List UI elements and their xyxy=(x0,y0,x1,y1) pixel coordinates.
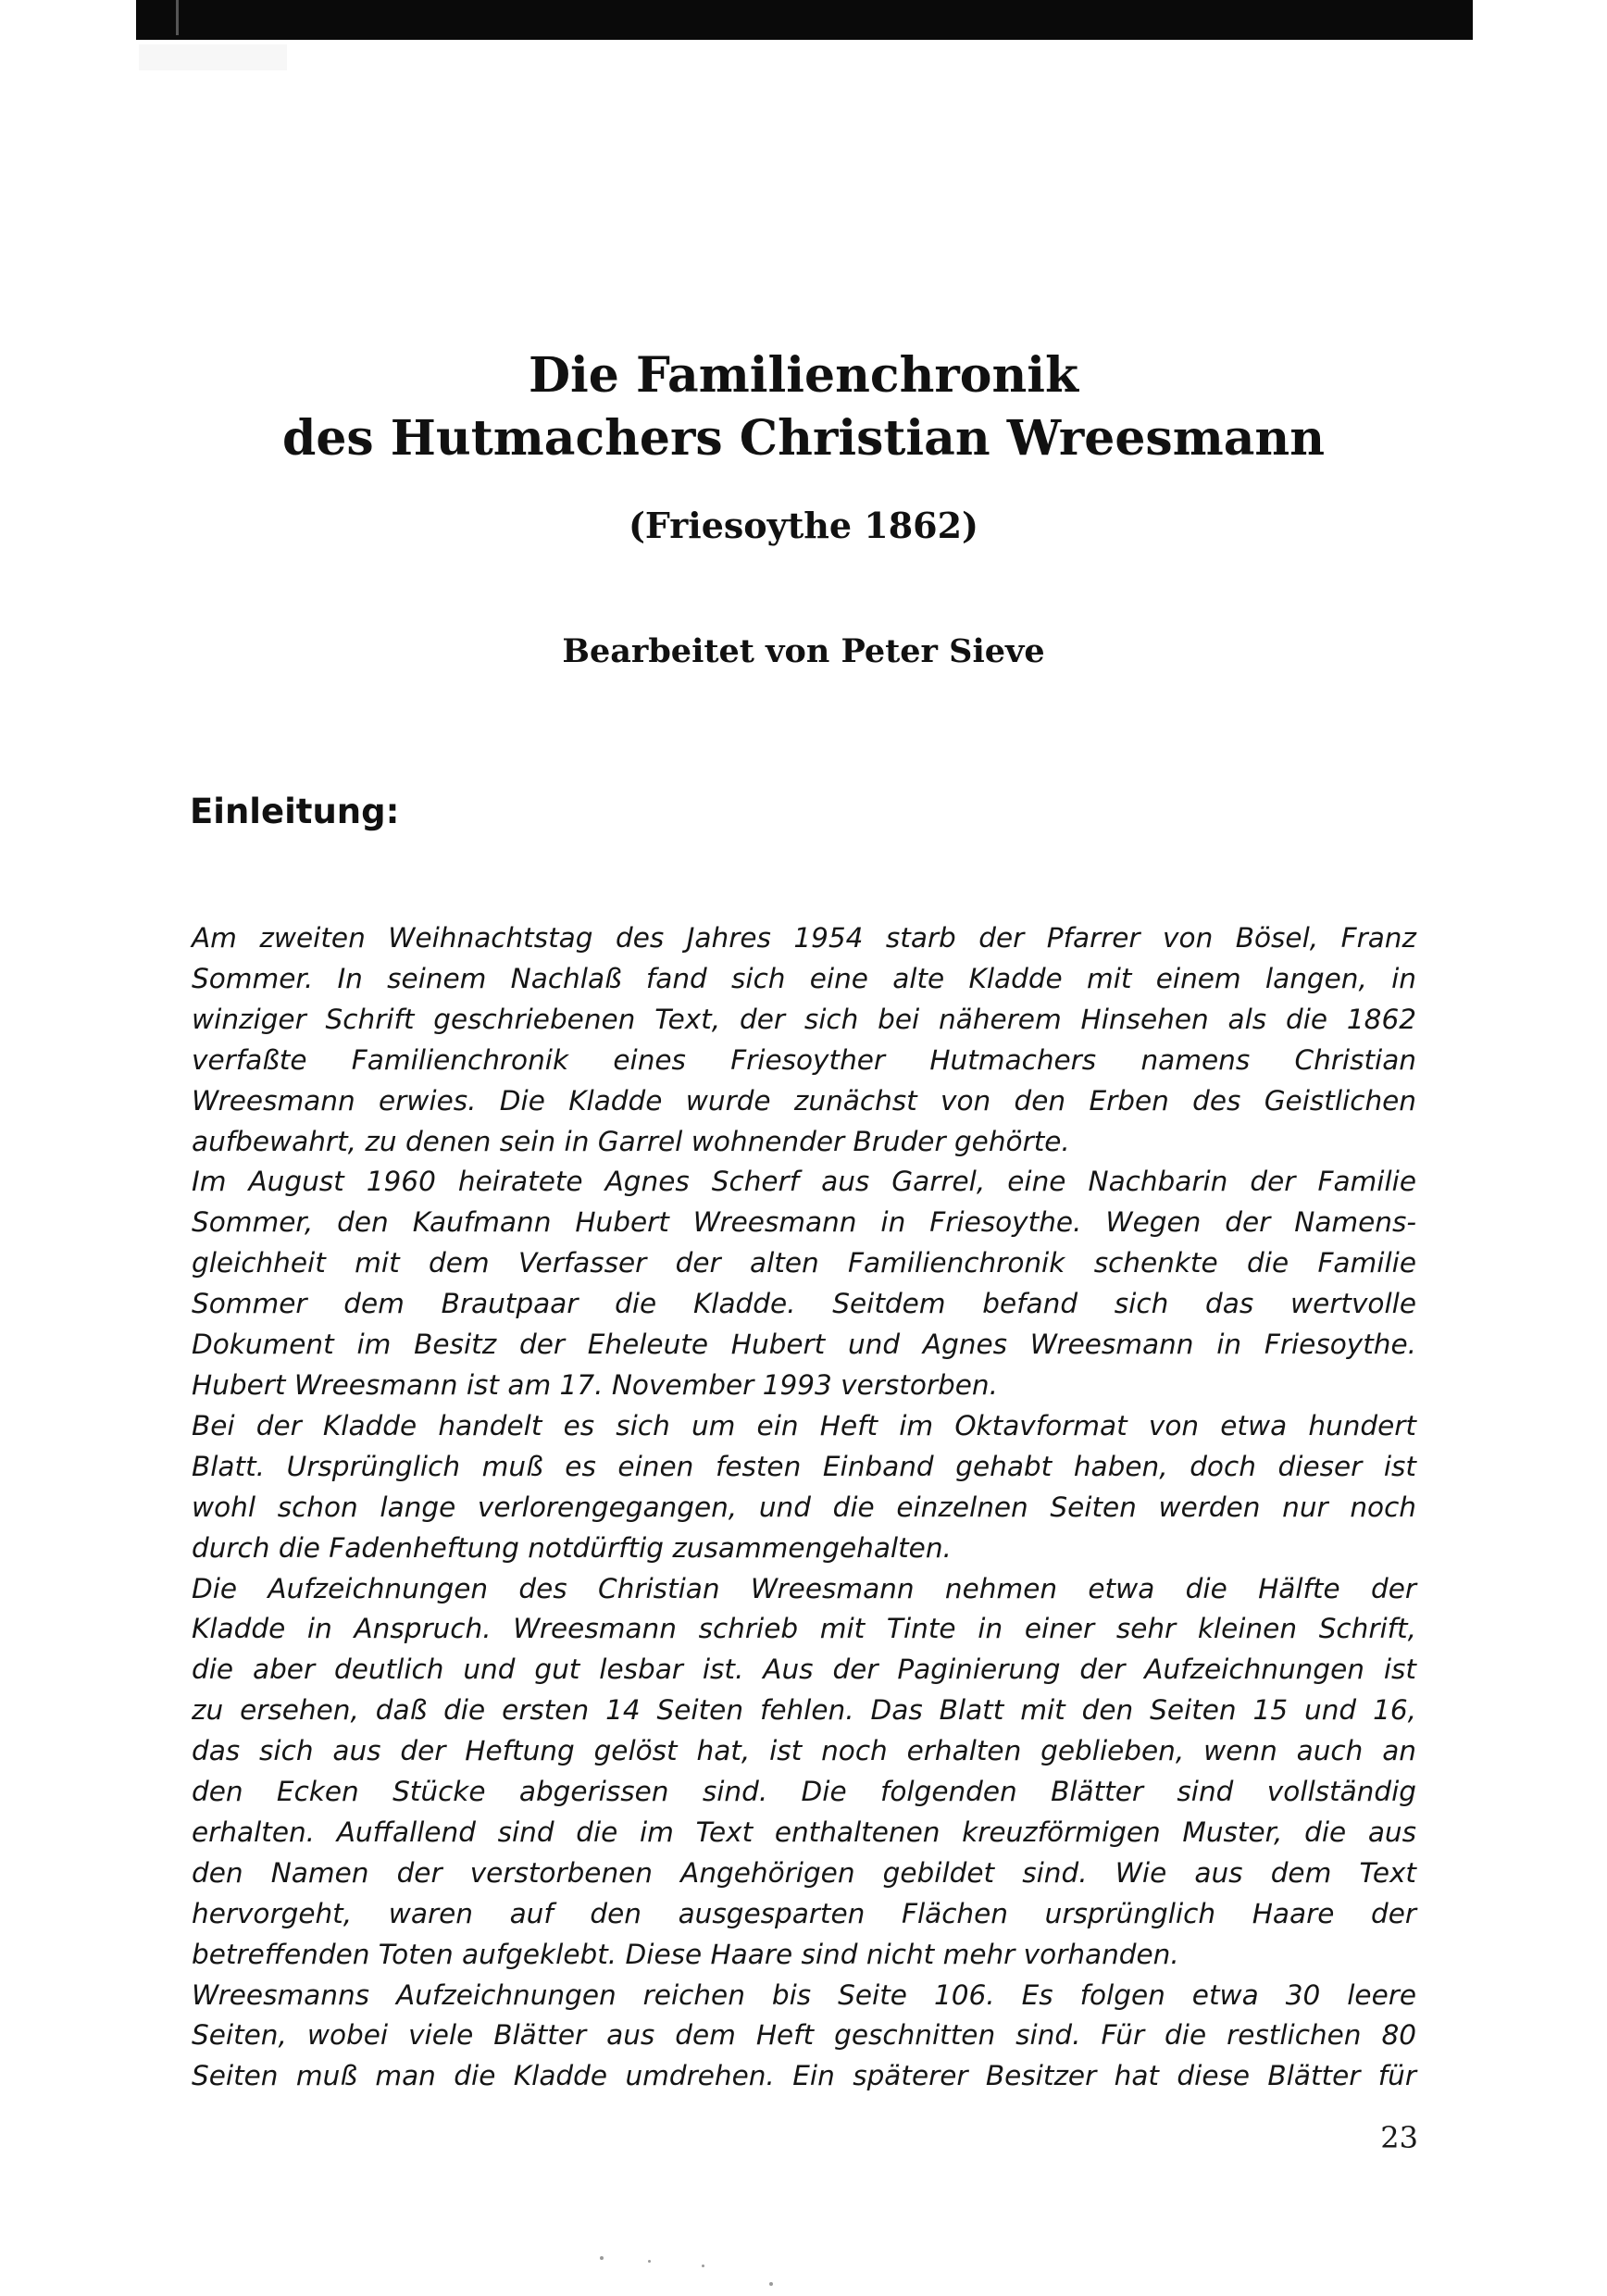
paragraph xyxy=(192,1976,1416,2098)
scan-speck xyxy=(702,2265,704,2267)
text-line: Sommer, den Kaufmann Hubert Wreesmann in Friesoythe. Wegen der Namens- xyxy=(192,1206,1416,1239)
text-line: Am zweiten Weihnachtstag des Jahres 1954 starb der Pfarrer von Bösel, Franz xyxy=(192,922,1416,954)
text-line: zu ersehen, daß die ersten 14 Seiten fehlen. Das Blatt mit den Seiten 15 und 16, xyxy=(192,1694,1416,1727)
document-subtitle: (Friesoythe 1862) xyxy=(628,505,979,546)
text-line: Kladde in Anspruch. Wreesmann schrieb mit Tinte in einer sehr kleinen Schrift, xyxy=(192,1613,1416,1645)
document-title-line-2: des Hutmachers Christian Wreesmann xyxy=(281,410,1326,467)
text-line: Die Aufzeichnungen des Christian Wreesmann nehmen etwa die Hälfte der xyxy=(192,1572,1416,1604)
text-line: Hubert Wreesmann ist am 17. November 1993 verstorben. xyxy=(192,1368,998,1401)
page-number: 23 xyxy=(1380,2120,1418,2155)
text-line: den Namen der verstorbenen Angehörigen gebildet sind. Wie aus dem Text xyxy=(192,1856,1416,1889)
text-line: Seiten muß man die Kladde umdrehen. Ein späterer Besitzer hat diese Blätter für xyxy=(192,2060,1416,2092)
scan-speck xyxy=(600,2256,604,2260)
text-line: durch die Fadenheftung notdürftig zusammengehalten. xyxy=(192,1531,952,1564)
text-line: Blatt. Ursprünglich muß es einen festen Einband gehabt haben, doch dieser ist xyxy=(192,1450,1416,1482)
text-line: die aber deutlich und gut lesbar ist. Aus der Paginierung der Aufzeichnungen ist xyxy=(192,1653,1416,1686)
scan-top-border xyxy=(136,0,1473,40)
paragraph xyxy=(192,1406,1416,1569)
text-line: Bei der Kladde handelt es sich um ein Heft im Oktavformat von etwa hundert xyxy=(192,1409,1416,1441)
scan-border-mark xyxy=(176,0,179,35)
text-line: gleichheit mit dem Verfasser der alten Familienchronik schenkte die Familie xyxy=(192,1247,1416,1279)
text-line: wohl schon lange verlorengegangen, und die einzelnen Seiten werden nur noch xyxy=(192,1491,1416,1523)
author-byline: Bearbeitet von Peter Sieve xyxy=(562,632,1045,670)
paragraph xyxy=(192,918,1416,1162)
text-line: betreffenden Toten aufgeklebt. Diese Haare sind nicht mehr vorhanden. xyxy=(192,1938,1179,1970)
body-text xyxy=(192,918,1416,2097)
text-line: Sommer. In seinem Nachlaß fand sich eine alte Kladde mit einem langen, in xyxy=(192,962,1416,994)
scan-speck xyxy=(769,2282,773,2286)
text-line: Dokument im Besitz der Eheleute Hubert und Agnes Wreesmann in Friesoythe. xyxy=(192,1329,1416,1361)
text-line: hervorgeht, waren auf den ausgesparten Flächen ursprünglich Haare der xyxy=(192,1897,1416,1929)
text-line: Wreesmanns Aufzeichnungen reichen bis Seite 106. Es folgen etwa 30 leere xyxy=(192,1978,1416,2011)
text-line: winziger Schrift geschriebenen Text, der sich bei näherem Hinsehen als die 1862 xyxy=(192,1003,1416,1035)
text-line: erhalten. Auffallend sind die im Text enthaltenen kreuzförmigen Muster, die aus xyxy=(192,1816,1416,1848)
text-line: den Ecken Stücke abgerissen sind. Die folgenden Blätter sind vollständig xyxy=(192,1776,1416,1808)
text-line: Sommer dem Brautpaar die Kladde. Seitdem befand sich das wertvolle xyxy=(192,1288,1416,1320)
text-line: das sich aus der Heftung gelöst hat, ist noch erhalten geblieben, wenn auch an xyxy=(192,1735,1416,1767)
scan-speck xyxy=(648,2260,651,2263)
scan-smudge xyxy=(139,44,287,70)
section-heading: Einleitung: xyxy=(190,792,400,831)
text-line: Seiten, wobei viele Blätter aus dem Heft geschnitten sind. Für die restlichen 80 xyxy=(192,2019,1416,2052)
text-line: aufbewahrt, zu denen sein in Garrel wohnender Bruder gehörte. xyxy=(192,1125,1070,1157)
document-title-line-1: Die Familienchronik xyxy=(528,347,1079,404)
text-line: Wreesmann erwies. Die Kladde wurde zunächst von den Erben des Geistlichen xyxy=(192,1084,1416,1117)
paragraph xyxy=(192,1162,1416,1405)
text-line: verfaßte Familienchronik eines Friesoyther Hutmachers namens Christian xyxy=(192,1043,1416,1076)
paragraph xyxy=(192,1569,1416,1976)
text-line: Im August 1960 heiratete Agnes Scherf aus Garrel, eine Nachbarin der Familie xyxy=(192,1166,1416,1198)
